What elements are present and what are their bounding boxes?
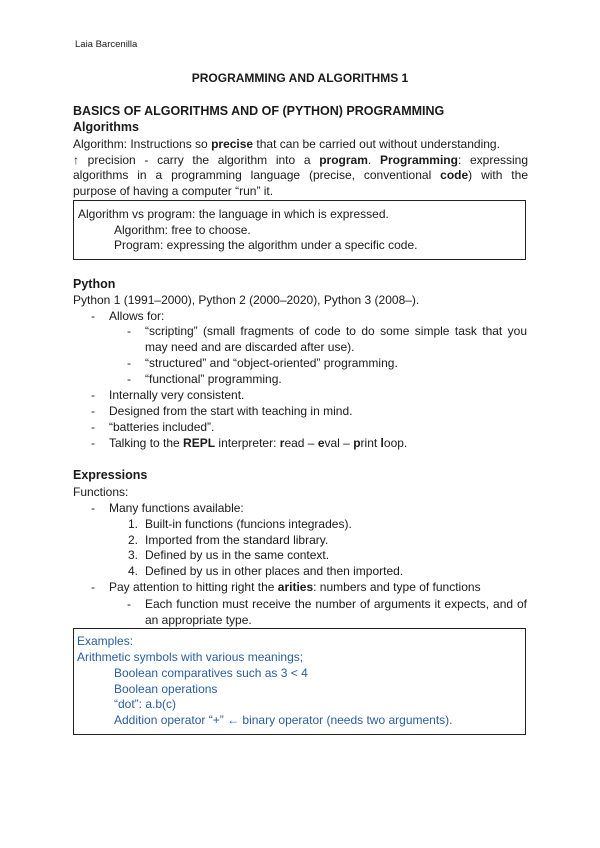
designed-line: Designed from the start with teaching in mind.	[109, 404, 353, 418]
each-function-line: Each function must receive the number of arguments it expects, and of	[145, 597, 527, 611]
allows-for: Allows for:	[109, 309, 165, 323]
functional-line: “functional” programming.	[145, 372, 282, 386]
algorithms-heading: Algorithms	[73, 120, 139, 134]
python-versions: Python 1 (1991–2000), Python 2 (2000–2020), Python 3 (2008–).	[73, 293, 420, 307]
box-line: Arithmetic symbols with various meanings;	[77, 650, 304, 664]
scripting-line-2: may need and are discarded after use).	[145, 340, 355, 354]
list-number: 4.	[127, 564, 138, 578]
bullet-dash: -	[91, 420, 95, 434]
examples-label: Examples:	[77, 634, 134, 648]
each-function-line-2: an appropriate type.	[145, 613, 252, 627]
box-line: “dot”: a.b(c)	[114, 697, 177, 711]
bullet-dash: -	[127, 372, 131, 386]
section-heading: BASICS OF ALGORITHMS AND OF (PYTHON) PROGRAMMING	[73, 104, 445, 118]
box-line: Program: expressing the algorithm under a specific code.	[114, 238, 418, 252]
bullet-dash: -	[91, 388, 95, 402]
expressions-heading: Expressions	[73, 468, 148, 482]
arities-line: Pay attention to hitting right the arities: numbers and type of functions	[109, 580, 481, 594]
examples-box	[73, 628, 526, 735]
list-item: Imported from the standard library.	[145, 533, 329, 547]
structured-line: “structured” and “object-oriented” programming.	[145, 356, 398, 370]
precision-line: ↑ precision - carry the algorithm into a program. Programming: expressing	[73, 153, 529, 167]
list-item: Built-in functions (funcions integrades).	[145, 517, 352, 531]
bullet-dash: -	[127, 597, 131, 611]
purpose-line: purpose of having a computer “run” it.	[73, 184, 274, 198]
box-line: Boolean operations	[114, 682, 218, 696]
programming-line: algorithms in a programming language (precise, conventional code) with the	[73, 168, 528, 182]
box-line: Addition operator “+” ← binary operator (needs two arguments).	[114, 713, 453, 727]
scripting-line: “scripting” (small fragments of code to do some simple task that you	[145, 324, 527, 338]
batteries-line: “batteries included”.	[109, 420, 215, 434]
bullet-dash: -	[127, 356, 131, 370]
many-functions: Many functions available:	[109, 501, 244, 515]
bullet-dash: -	[91, 309, 95, 323]
list-item: Defined by us in the same context.	[145, 548, 330, 562]
bullet-dash: -	[91, 436, 95, 450]
python-heading: Python	[73, 277, 116, 291]
bullet-dash: -	[91, 501, 95, 515]
algorithm-definition: Algorithm: Instructions so precise that can be carried out without understanding.	[73, 137, 500, 151]
list-number: 1.	[127, 517, 138, 531]
functions-label: Functions:	[73, 485, 129, 499]
consistent-line: Internally very consistent.	[109, 388, 245, 402]
box-line: Algorithm: free to choose.	[114, 223, 251, 237]
algorithm-vs-program-box	[73, 200, 526, 260]
bullet-dash: -	[91, 404, 95, 418]
list-number: 2.	[127, 533, 138, 547]
bullet-dash: -	[127, 324, 131, 338]
bullet-dash: -	[91, 580, 95, 594]
list-number: 3.	[127, 548, 138, 562]
repl-line: Talking to the REPL interpreter: read – eval – print loop.	[109, 436, 408, 450]
box-line: Boolean comparatives such as 3 < 4	[114, 666, 308, 680]
box-line: Algorithm vs program: the language in which is expressed.	[78, 207, 389, 221]
page-title: PROGRAMMING AND ALGORITHMS 1	[191, 71, 409, 85]
list-item: Defined by us in other places and then imported.	[145, 564, 404, 578]
author-name: Laia Barcenilla	[75, 39, 138, 50]
